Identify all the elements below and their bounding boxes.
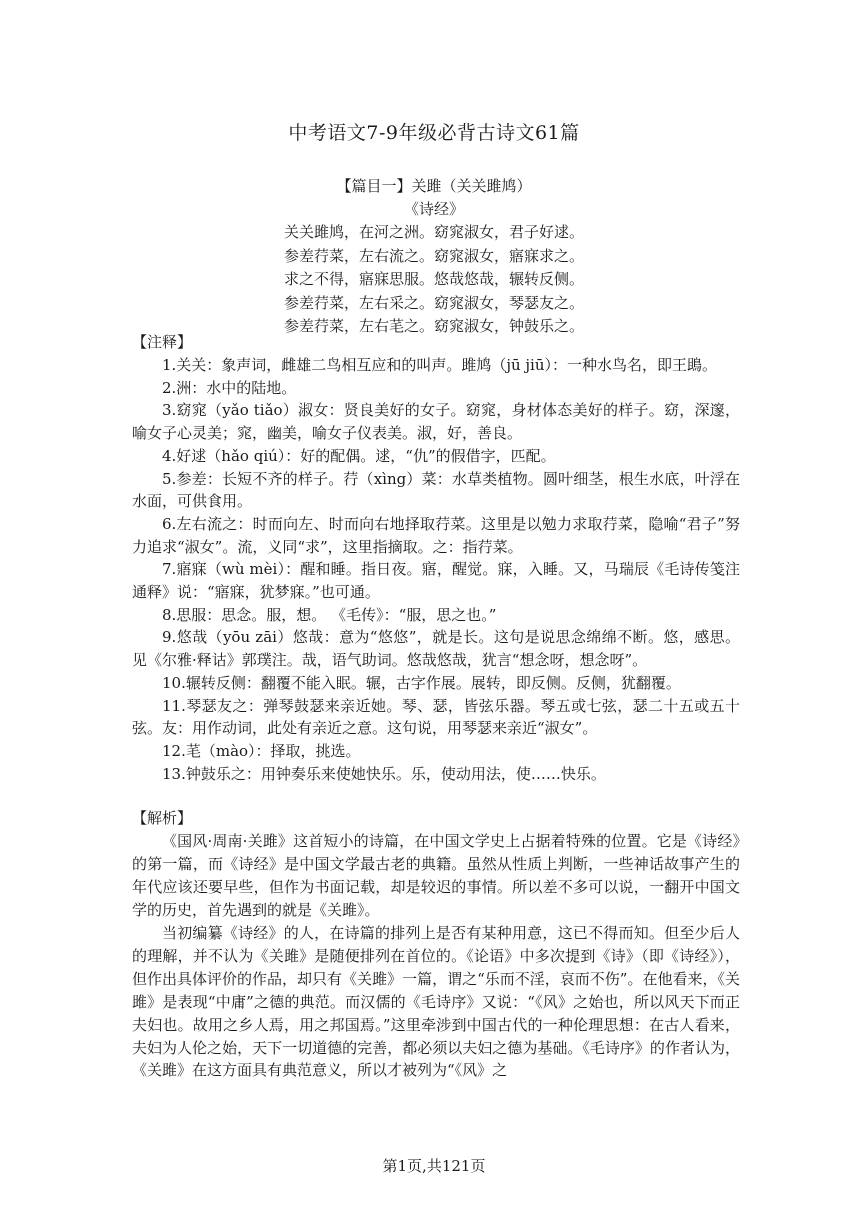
note-item: 12.芼（mào）：择取，挑选。 [162, 741, 361, 760]
poem-line: 参差荇菜，左右采之。窈窕淑女，琴瑟友之。 [283, 293, 584, 312]
note-item: 2.洲：水中的陆地。 [162, 378, 297, 397]
note-item: 3.窈窕（yǎo tiǎo）淑女：贤良美好的女子。窈窕，身材体态美好的样子。窈，深邃，喻女子心灵美；窕，幽美，喻女子仪表美。淑，好，善良。 [132, 401, 740, 443]
body-content [132, 331, 740, 1082]
note-item: 7.寤寐（wù mèi）：醒和睡。指日夜。寤，醒觉。寐，入睡。又，马瑞辰《毛诗传笺注通释》说：“寤寐，犹梦寐。”也可通。 [132, 560, 740, 602]
note-item: 9.悠哉（yōu zāi）悠哉：意为“悠悠”，就是长。这句是说思念绵绵不断。悠，感思。见《尔雅·释诂》郭璞注。哉，语气助词。悠哉悠哉，犹言“想念呀，想念呀”。 [132, 628, 740, 670]
note-item: 5.参差：长短不齐的样子。荇（xìng）菜：水草类植物。圆叶细茎，根生水底，叶浮在水面，可供食用。 [132, 469, 740, 511]
note-item: 10.辗转反侧：翻覆不能入眠。辗，古字作展。展转，即反侧。反侧，犹翻覆。 [162, 673, 681, 692]
poem-line: 参差荇菜，左右流之。窈窕淑女，寤寐求之。 [283, 246, 584, 265]
page-footer: 第1页,共121页 [382, 1157, 486, 1175]
note-item: 8.思服：思念。服，想。 《毛传》：“服，思之也。” [162, 605, 497, 624]
analysis-paragraph: 当初编纂《诗经》的人，在诗篇的排列上是否有某种用意，这已不得而知。但至少后人的理解，并不认为《关雎》是随便排列在首位的。《论语》中多次提到《诗》（即《诗经》），但作出具体评价的作品，却只有《关雎》一篇，谓之“乐而不淫，哀而不伤”。在他看来，《关雎》是表现“中庸”之德的典范。而汉儒的《毛诗序》又说：“《风》之始也，所以风天下而正夫妇也。故用之乡人焉，用之邦国焉。”这里牵涉到中国古代的一种伦理思想：在古人看来，夫妇为人伦之始，天下一切道德的完善，都必须以夫妇之德为基础。《毛诗序》的作者认为，《关雎》在这方面具有典范意义，所以才被列为“《风》之 [132, 923, 740, 1080]
section-spacer [132, 785, 740, 807]
poem-source: 《诗经》 [403, 200, 464, 218]
note-item: 13.钟鼓乐之：用钟奏乐来使她快乐。乐，使动用法，使……快乐。 [162, 764, 606, 783]
document-title: 中考语文7-9年级必背古诗文61篇 [288, 122, 580, 144]
analysis-heading: 【解析】 [132, 809, 193, 828]
notes-heading: 【注释】 [132, 333, 193, 351]
analysis-paragraph: 《国风·周南·关雎》这首短小的诗篇，在中国文学史上占据着特殊的位置。它是《诗经》的第一篇，而《诗经》是中国文学最古老的典籍。虽然从性质上判断，一些神话故事产生的年代应该还要早些，但作为书面记载，却是较迟的事情。所以差不多可以说，一翻开中国文学的历史，首先遇到的就是《关雎》。 [132, 832, 740, 920]
note-item: 11.琴瑟友之：弹琴鼓瑟来亲近她。琴、瑟，皆弦乐器。琴五或七弦，瑟二十五或五十弦。友：用作动词，此处有亲近之意。这句说，用琴瑟来亲近“淑女”。 [132, 696, 740, 738]
poem-block [0, 175, 868, 339]
poem-line: 关关雎鸠，在河之洲。窈窕淑女，君子好逑。 [283, 223, 584, 241]
note-item: 4.好逑（hǎo qiú）：好的配偶。逑，“仇”的假借字，匹配。 [162, 446, 556, 465]
note-item: 1.关关：象声词，雌雄二鸟相互应和的叫声。雎鸠（jū jiū）：一种水鸟名，即王鴡。 [162, 356, 718, 374]
poem-heading: 【篇目一】关雎（关关雎鸠） [336, 177, 532, 195]
poem-line: 参差荇菜，左右芼之。窈窕淑女，钟鼓乐之。 [283, 317, 584, 335]
note-item: 6.左右流之：时而向左、时而向右地择取荇菜。这里是以勉力求取荇菜，隐喻“君子”努力追求“淑女”。流，义同“求”，这里指摘取。之：指荇菜。 [132, 514, 740, 556]
poem-line: 求之不得，寤寐思服。悠哉悠哉，辗转反侧。 [283, 270, 584, 288]
